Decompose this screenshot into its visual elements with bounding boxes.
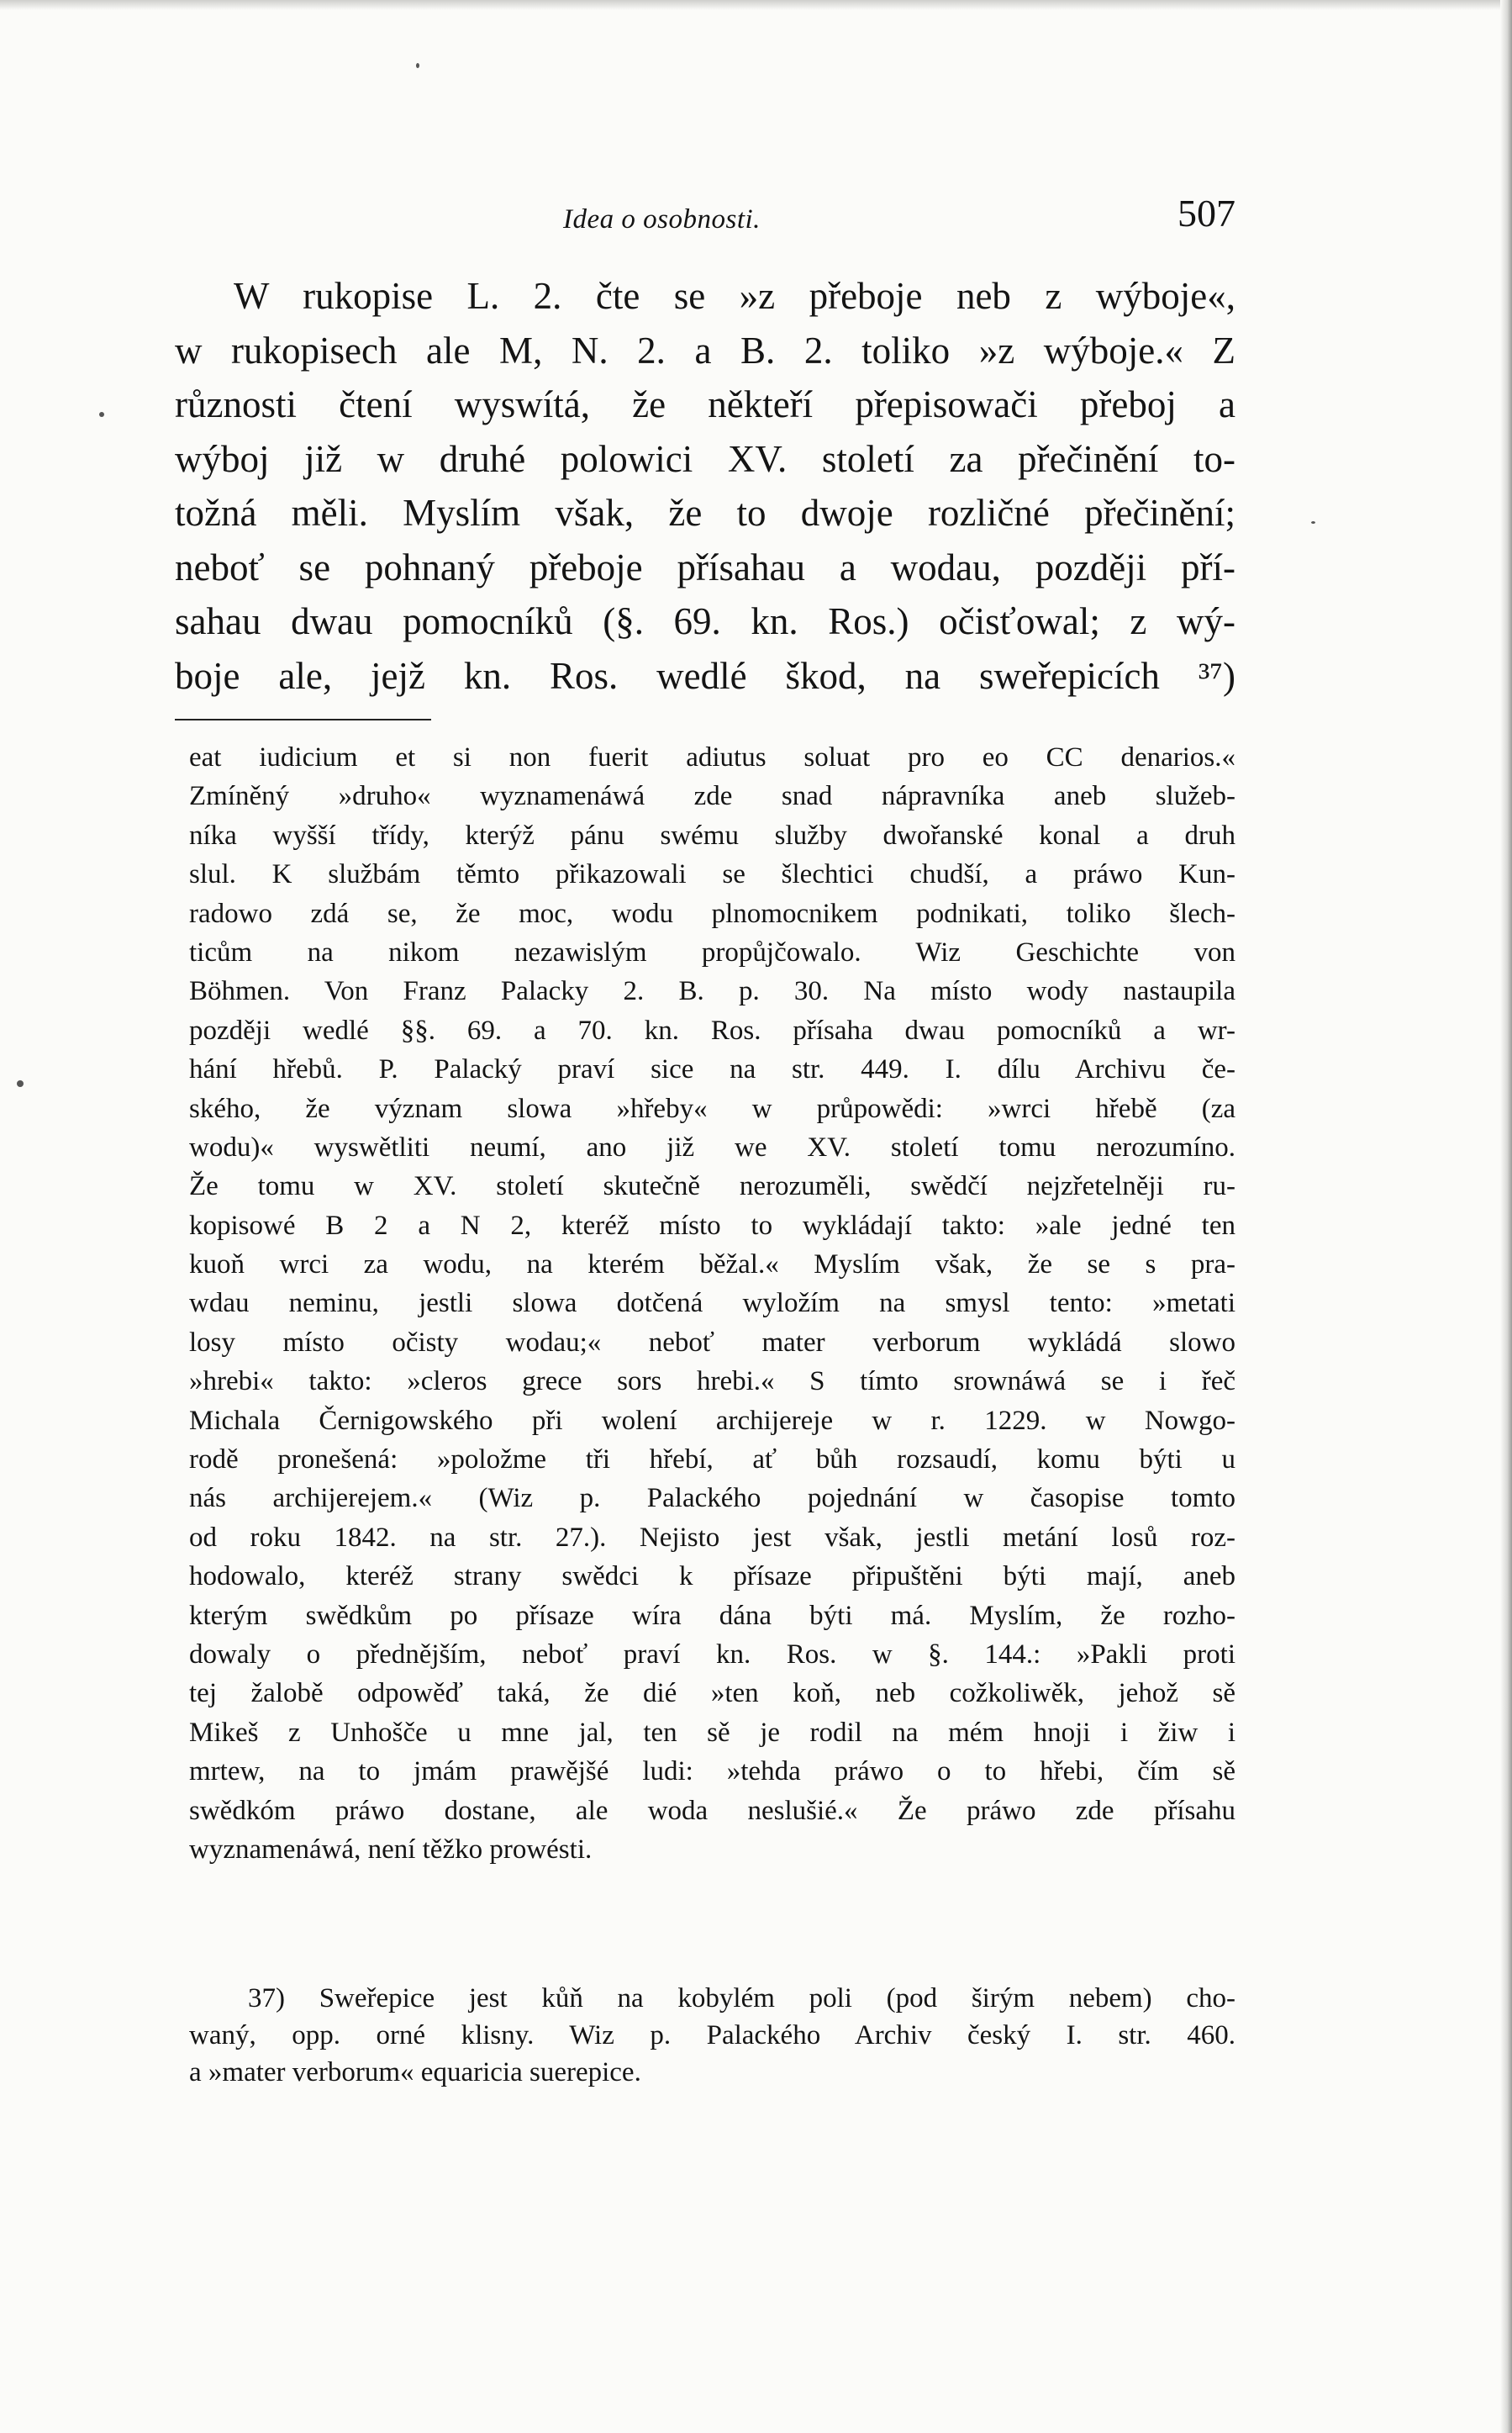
footnote-line: od roku 1842. na str. 27.). Nejisto jest však, jestli metání losů roz- bbox=[189, 1522, 1235, 1553]
footnote-line: Zmíněný »druho« wyznamenáwá zde snad nápravníka aneb služeb- bbox=[189, 781, 1235, 812]
main-paragraph bbox=[175, 269, 1235, 703]
footnote-line: slul. K službám těmto přikazowali se šlechtici chudší, a práwo Kun- bbox=[189, 859, 1235, 890]
footnote-line: dowaly o přednějším, neboť praví kn. Ros. w §. 144.: »Pakli proti bbox=[189, 1639, 1235, 1670]
main-line: W rukopise L. 2. čte se »z přeboje neb z wýboje«, bbox=[234, 275, 1235, 317]
footnote-line: wyznamenáwá, není těžko prowésti. bbox=[189, 1834, 593, 1865]
page-number: 507 bbox=[1177, 192, 1235, 235]
footnote-line: swědkóm práwo dostane, ale woda neslušié.« Že práwo zde přísahu bbox=[189, 1795, 1235, 1826]
main-line: neboť se pohnaný přeboje přísahau a wodau, později pří- bbox=[175, 546, 1235, 588]
main-line: různosti čtení wyswítá, že někteří přepisowači přeboj a bbox=[175, 383, 1235, 425]
footnote-line: Mikeš z Unhošče u mne jal, ten sě je rodil na mém hnoji i žiw i bbox=[189, 1717, 1235, 1748]
main-line: boje ale, jejž kn. Ros. wedlé škod, na sweřepicích ³⁷) bbox=[175, 654, 1235, 697]
footnote-37-line: a »mater verborum« equaricia suerepice. bbox=[189, 2057, 641, 2087]
footnote-line: rodě pronešená: »položme tři hřebí, ať bůh rozsaudí, komu býti u bbox=[189, 1444, 1235, 1475]
footnote-37-line: 37) Sweřepice jest kůň na kobylém poli (pod širým nebem) cho- bbox=[248, 1983, 1235, 2013]
footnote-line: kuoň wrci za wodu, na kterém běžal.« Myslím však, že se s pra- bbox=[189, 1249, 1235, 1280]
footnote-line: ského, že význam slowa »hřeby« w průpowědi: »wrci hřebě (za bbox=[189, 1093, 1235, 1124]
footnote-line: tej žalobě odpowěď taká, že dié »ten koň, neb cožkoliwěk, jehož sě bbox=[189, 1678, 1235, 1709]
footnote-line: Že tomu w XV. století skutečně nerozuměli, swědčí nejzřetelněji ru- bbox=[189, 1171, 1235, 1202]
footnote-line: Böhmen. Von Franz Palacky 2. B. p. 30. Na místo wody nastaupila bbox=[189, 976, 1235, 1007]
footnote-line: radowo zdá se, že moc, wodu plnomocnikem podnikati, toliko šlech- bbox=[189, 898, 1235, 929]
main-line: wýboj již w druhé polowici XV. století za přečinění to- bbox=[175, 437, 1235, 480]
footnote-line: později wedlé §§. 69. a 70. kn. Ros. přísaha dwau pomocníků a wr- bbox=[189, 1015, 1235, 1046]
main-line: w rukopisech ale M, N. 2. a B. 2. toliko »z wýboje.« Z bbox=[175, 329, 1235, 372]
scan-speck bbox=[416, 63, 419, 68]
page-header bbox=[168, 189, 1235, 256]
footnote-line: hání hřebů. P. Palacký praví sice na str. 449. I. dílu Archivu če- bbox=[189, 1054, 1235, 1085]
footnote-line: hodowalo, kteréž strany swědci k přísaze připuštěni býti mají, aneb bbox=[189, 1561, 1235, 1592]
scan-speck bbox=[1311, 521, 1315, 524]
page-top-shadow bbox=[0, 0, 1512, 10]
footnote-line: ticům na nikom nezawislým propůjčowalo. Wiz Geschichte von bbox=[189, 937, 1235, 968]
main-line: tožná měli. Myslím však, že to dwoje rozličné přečinění; bbox=[175, 492, 1235, 534]
footnote-37 bbox=[189, 1980, 1235, 2091]
footnote-separator-rule bbox=[175, 719, 431, 720]
footnote-line: kopisowé B 2 a N 2, kteréž místo to wykládají takto: »ale jedné ten bbox=[189, 1210, 1235, 1241]
footnote-37-line: waný, opp. orné klisny. Wiz p. Palackého Archiv český I. str. 460. bbox=[189, 2020, 1235, 2050]
page-binding-edge bbox=[1500, 0, 1512, 2433]
running-title: Idea o osobnosti. bbox=[563, 204, 761, 235]
footnote-line: níka wyšší třídy, kterýž pánu swému služby dwořanské konal a druh bbox=[189, 820, 1235, 851]
footnote-line: losy místo očisty wodau;« neboť mater verborum wykládá slowo bbox=[189, 1327, 1235, 1358]
main-line: sahau dwau pomocníků (§. 69. kn. Ros.) očisťowal; z wý- bbox=[175, 600, 1235, 642]
footnote-line: »hrebi« takto: »cleros grece sors hrebi.« S tímto srownáwá se i řeč bbox=[189, 1366, 1235, 1397]
footnote-continuation bbox=[189, 738, 1235, 1869]
scan-speck bbox=[17, 1080, 24, 1087]
footnote-line: wodu)« wyswětliti neumí, ano již we XV. století tomu nerozumíno. bbox=[189, 1132, 1235, 1163]
footnote-line: eat iudicium et si non fuerit adiutus soluat pro eo CC denarios.« bbox=[189, 742, 1235, 773]
scan-speck bbox=[99, 412, 104, 417]
footnote-line: mrtew, na to jmám prawějšé ludi: »tehda práwo o to hřebi, čím sě bbox=[189, 1756, 1235, 1787]
footnote-line: nás archijerejem.« (Wiz p. Palackého pojednání w časopise tomto bbox=[189, 1483, 1235, 1514]
footnote-line: Michala Černigowského při wolení archijereje w r. 1229. w Nowgo- bbox=[189, 1405, 1235, 1436]
footnote-line: wdau neminu, jestli slowa dotčená wyložím na smysl tento: »metati bbox=[189, 1288, 1235, 1319]
footnote-line: kterým swědkům po přísaze wíra dána býti má. Myslím, že rozho- bbox=[189, 1600, 1235, 1631]
